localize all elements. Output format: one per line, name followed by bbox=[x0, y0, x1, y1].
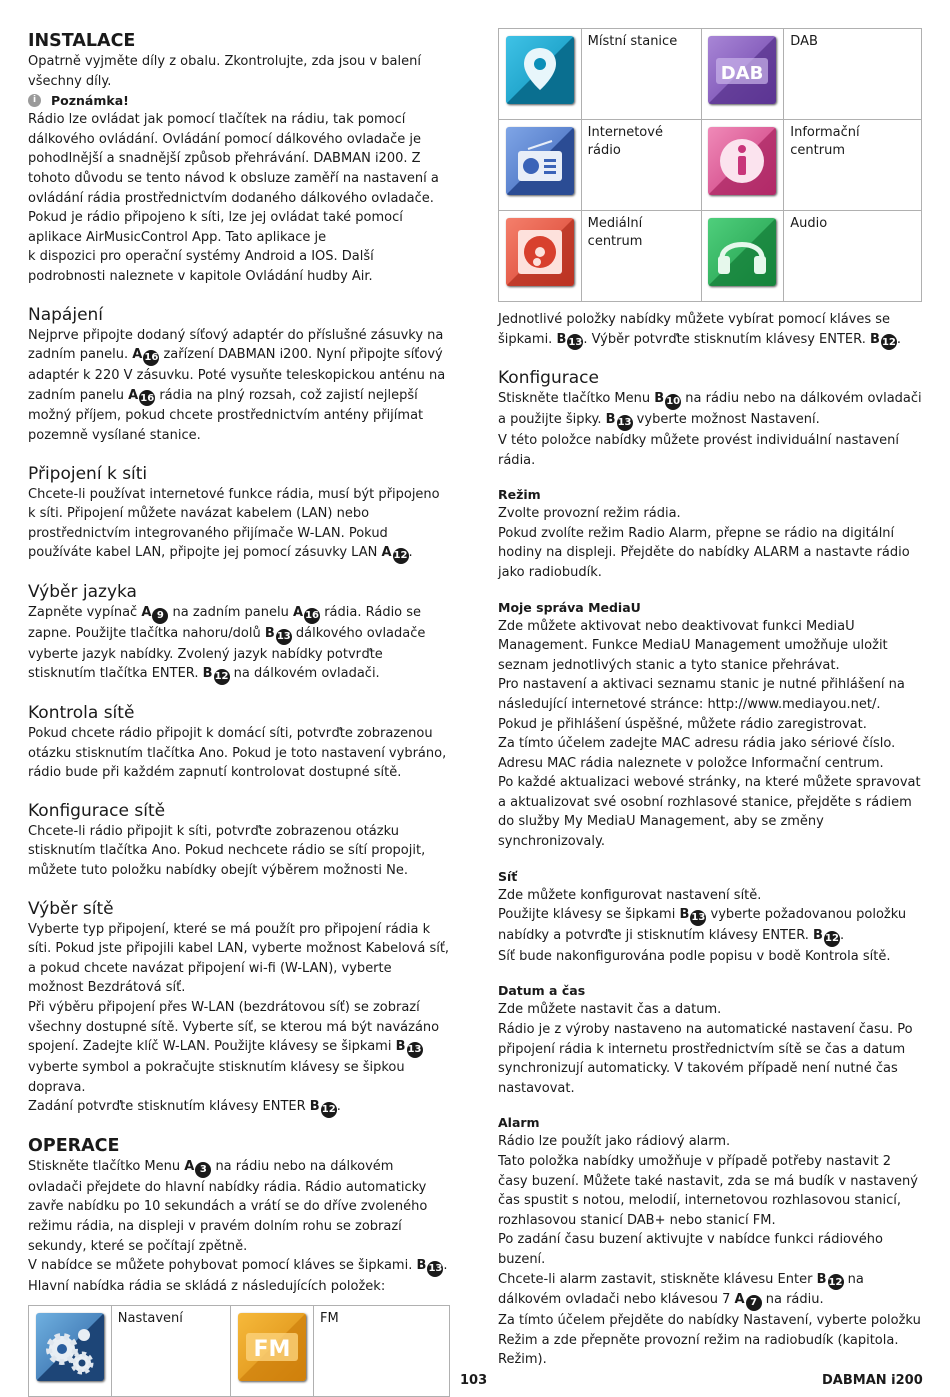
menu-icon-cell bbox=[701, 120, 784, 211]
section-title-konfigurace-site: Konfigurace sítě bbox=[28, 800, 166, 821]
ref-badge: 13 bbox=[427, 1261, 443, 1277]
main-menu-table-right bbox=[498, 28, 922, 302]
alarm-paragraph: Rádio lze použít jako rádiový alarm. bbox=[498, 1134, 731, 1150]
section-title-jazyk: Výběr jazyka bbox=[28, 582, 137, 603]
dab-icon-label: DAB bbox=[721, 63, 764, 84]
fm-icon-label: FM bbox=[253, 1336, 291, 1362]
menu-item-label: Audio bbox=[784, 211, 922, 302]
sit-paragraph: Zde můžete konfigurovat nastavení sítě. bbox=[498, 887, 762, 903]
rezim-paragraph: Zvolte provozní režim rádia. bbox=[498, 506, 681, 522]
subsection-title-alarm: Alarm bbox=[498, 1115, 540, 1131]
menu-icon-cell bbox=[499, 29, 582, 120]
mediau-paragraph: Zde můžete aktivovat nebo deaktivovat funkci MediaU Management. Funkce MediaU Management umožňuje uložit seznam jednotlivých stanic a tyto stanice přehrávat. bbox=[498, 618, 888, 673]
jazyk-paragraph: Zapněte vypínač A 9 na zadním panelu A 16 rádia. Rádio se zapne. Použijte tlačítka nahoru/dolů B 13 dálkového ovladače vyberte jazyk nabídky. Zvolený jazyk nabídky potvrďte stisknutím tlačítka ENTER. B 12 na dálkovém ovladači. bbox=[28, 603, 450, 685]
note-label: Poznámka! bbox=[51, 93, 129, 109]
rezim-paragraph: Pokud zvolíte režim Radio Alarm, přepne se rádio na digitální hodiny na displeji. Přejděte do nabídky ALARM a nastavte rádio jako radiobudík. bbox=[498, 525, 910, 580]
menu-item-label: Nastavení bbox=[111, 1305, 230, 1396]
info-icon: i bbox=[28, 94, 41, 107]
instalace-paragraph: k dispozici pro operační systémy Android a IOS. Další podrobnosti naleznete v kapitole Ovládání hudby Air. bbox=[28, 249, 374, 284]
menu-item-label: Místní stanice bbox=[581, 29, 701, 120]
ref-badge: 16 bbox=[304, 608, 320, 624]
vyber-site-paragraph: Vyberte typ připojení, které se má použít pro připojení rádia k síti. Pokud jste připojili kabel LAN, vyberte možnost Kabelová síť, a pokud chcete navázat připojení wi-fi (W-LAN), vyberte možnost Bezdrátová síť. bbox=[28, 921, 450, 996]
section-title-vyber-site: Výběr sítě bbox=[28, 898, 114, 919]
info-center-icon bbox=[708, 127, 776, 195]
kontrola-paragraph: Pokud chcete rádio připojit k domácí síti, potvrďte zobrazenou otázku stisknutím tlačítka Ano. Pokud je toto nastavení vybráno, rádio bude při každém zapnutí kontrolovat dostupné sítě. bbox=[28, 726, 447, 781]
subsection-title-rezim: Režim bbox=[498, 487, 541, 503]
ref-badge: 16 bbox=[143, 350, 159, 366]
section-title-instalace: INSTALACE bbox=[28, 31, 136, 51]
instalace-paragraph: Pokud je rádio připojeno k síti, lze jej ovládat také pomocí aplikace AirMusicControl App. Tato aplikace je bbox=[28, 210, 403, 245]
ref-badge: 13 bbox=[617, 415, 633, 431]
right-column bbox=[498, 28, 922, 1370]
section-title-napajeni: Napájení bbox=[28, 304, 104, 325]
media-center-icon bbox=[506, 218, 574, 286]
datum-paragraph: Zde můžete nastavit čas a datum. bbox=[498, 1002, 722, 1018]
datum-paragraph: Rádio je z výroby nastaveno na automatické nastavení času. Po připojení rádia k internetu prostřednictvím sítě se čas a datum synchronizují automaticky. V takovém případě není nutné čas nastavovat. bbox=[498, 1022, 913, 1096]
konfigurace-paragraph: V této položce nabídky můžete provést individuální nastavení rádia. bbox=[498, 432, 899, 468]
konfigurace-paragraph: Stiskněte tlačítko Menu B 10 na rádiu nebo na dálkovém ovladači a použijte šipky. B 13 vyberte možnost Nastavení. bbox=[498, 389, 922, 431]
subsection-title-mediau: Moje správa MediaU bbox=[498, 599, 641, 615]
alarm-paragraph: Za tímto účelem přejděte do nabídky Nastavení, vyberte položku Režim a zde přepněte provozní režim na radiobudík (kapitola. Režim). bbox=[498, 1313, 921, 1368]
ref-badge: 13 bbox=[690, 910, 706, 926]
vyber-site-paragraph: Zadání potvrďte stisknutím klávesy ENTER B 12. bbox=[28, 1097, 450, 1118]
ref-badge: 12 bbox=[393, 548, 409, 564]
settings-icon bbox=[36, 1313, 104, 1381]
operace-paragraph: Stiskněte tlačítko Menu A 3 na rádiu nebo na dálkovém ovladači přejdete do hlavní nabídky rádia. Rádio automaticky zavře nabídku po 10 sekundách a vrátí se do dříve zvoleného režimu rádia, na displeji v pravém dolním rohu se zobrazí sekundy, které se počítají zpětně. bbox=[28, 1158, 428, 1254]
section-title-kontrola: Kontrola sítě bbox=[28, 703, 135, 724]
note-heading bbox=[28, 91, 450, 110]
napajeni-paragraph: Nejprve připojte dodaný síťový adaptér do příslušné zásuvky na zadním panelu. A 16 zařízení DABMAN i200. Nyní připojte síťový adaptér k 220 V zásuvku. Poté vysuňte teleskopickou anténu na zadním panelu A 16 rádia na plný rozsah, což zajistí nejlepší možný příjem, pokud chcete prostřednictvím antény přijímat pozemně vysílané stanice. bbox=[28, 327, 446, 443]
menu-item-label: Internetové rádio bbox=[581, 120, 701, 211]
headphones-icon bbox=[708, 218, 776, 286]
section-title-pripojeni: Připojení k síti bbox=[28, 463, 148, 484]
menu-icon-cell bbox=[499, 120, 582, 211]
section-title-konfigurace: Konfigurace bbox=[498, 368, 599, 389]
fm-icon bbox=[238, 1313, 306, 1381]
ref-badge: 9 bbox=[152, 608, 168, 624]
mediau-paragraph: Pro nastavení a aktivaci seznamu stanic je nutné přihlášení na následující internetové stránce: http://www.mediayou.net/. bbox=[498, 677, 905, 712]
subsection-title-sit: Síť bbox=[498, 868, 518, 884]
ref-badge: 13 bbox=[276, 629, 292, 645]
konfigurace-site-paragraph: Chcete-li rádio připojit k síti, potvrďte zobrazenou otázku stisknutím tlačítka Ano. Pokud nechcete rádio se sítí propojit, můžete tuto položku nabídky obejít výběrem možnosti Ne. bbox=[28, 823, 426, 879]
ref-badge: 10 bbox=[665, 394, 681, 410]
ref-badge: 7 bbox=[746, 1295, 762, 1311]
sit-paragraph: Síť bude nakonfigurována podle popisu v bodě Kontrola sítě. bbox=[498, 948, 891, 964]
section-title-operace: OPERACE bbox=[28, 1135, 120, 1156]
location-pin-icon bbox=[506, 36, 574, 104]
ref-badge: 13 bbox=[407, 1042, 423, 1058]
subsection-title-datum: Datum a čas bbox=[498, 983, 586, 999]
menu-icon-cell bbox=[701, 211, 784, 302]
vyber-site-paragraph: Při výběru připojení přes W-LAN (bezdrátovou síť) se zobrazí všechny dostupné sítě. Vyberte síť, se kterou má být navázáno spojení. Zadejte klíč W-LAN. Použijte klávesy se šipkami B 13 vyberte symbol a pokračujte stisknutím klávesy se šipkou doprava. bbox=[28, 1000, 440, 1095]
operace-paragraph: Hlavní nabídka rádia se skládá z následujících položek: bbox=[28, 1278, 386, 1294]
mediau-paragraph: Pokud je přihlášení úspěšné, můžete rádio zaregistrovat. bbox=[498, 716, 867, 732]
menu-item-label: Mediální centrum bbox=[581, 211, 701, 302]
operace-paragraph: V nabídce se můžete pohybovat pomocí kláves se šipkami. B 13. bbox=[28, 1256, 450, 1277]
product-name: DABMAN i200 bbox=[822, 1373, 923, 1388]
menu-icon-cell bbox=[499, 211, 582, 302]
page-number: 103 bbox=[460, 1373, 488, 1388]
ref-badge: 12 bbox=[881, 334, 897, 350]
ref-badge: 12 bbox=[321, 1102, 337, 1118]
ref-badge: 16 bbox=[139, 390, 155, 406]
alarm-paragraph: Chcete-li alarm zastavit, stiskněte klávesu Enter B 12 na dálkovém ovladači nebo klávesou 7 A 7 na rádiu. bbox=[498, 1270, 922, 1312]
menu-icon-cell bbox=[29, 1305, 112, 1396]
menu-icon-cell bbox=[701, 29, 784, 120]
ref-badge: 13 bbox=[567, 334, 583, 350]
instalace-paragraph: Opatrně vyjměte díly z obalu. Zkontrolujte, zda jsou v balení všechny díly. bbox=[28, 54, 421, 89]
mediau-paragraph: Za tímto účelem zadejte MAC adresu rádia jako sériové číslo. Adresu MAC rádia naleznete v položce Informační centrum. bbox=[498, 736, 896, 771]
alarm-paragraph: Po zadání času buzení aktivujte v nabídce funkci rádiového buzení. bbox=[498, 1232, 883, 1267]
menu-item-label: DAB bbox=[784, 29, 922, 120]
left-column bbox=[28, 30, 450, 1397]
pripojeni-paragraph: Chcete-li používat internetové funkce rádia, musí být připojeno k síti. Připojení můžete navázat kabelem (LAN) nebo prostřednictvím integrovaného přijímače W-LAN. Pokud používáte kabel LAN, připojte jej pomocí zásuvky LAN A 12. bbox=[28, 485, 450, 565]
dab-icon bbox=[708, 36, 776, 104]
ref-badge: 12 bbox=[214, 669, 230, 685]
main-menu-table-left bbox=[28, 1305, 450, 1397]
instalace-paragraph: Rádio lze ovládat jak pomocí tlačítek na rádiu, tak pomocí dálkového ovládání. Ovládání pomocí dálkového ovladače je pohodlnější a snadnější způsob přehrávání. DABMAN i200. Z tohoto důvodu se tento návod k obsluze zaměří na nastavení a ovládání rádia prostřednictvím dodaného dálkového ovladače. bbox=[28, 112, 439, 206]
sit-paragraph: Použijte klávesy se šipkami B 13 vyberte požadovanou položku nabídky a potvrďte ji stisknutím klávesy ENTER. B 12. bbox=[498, 905, 922, 947]
ref-badge: 12 bbox=[828, 1274, 844, 1290]
menu-icon-cell bbox=[231, 1305, 314, 1396]
radio-icon bbox=[506, 127, 574, 195]
ref-badge: 3 bbox=[195, 1162, 211, 1178]
menu-item-label: FM bbox=[314, 1305, 450, 1396]
alarm-paragraph: Tato položka nabídky umožňuje v případě potřeby nastavit 2 časy buzení. Můžete také nastavit, zda se má budík v nastavený čas spustit s notou, melodií, internetovou rozhlasovou stanicí, rozhlasovou stanicí DAB+ nebo stanicí FM. bbox=[498, 1154, 918, 1228]
intro-paragraph: Jednotlivé položky nabídky můžete vybírat pomocí kláves se šipkami. B 13. Výběr potvrďte stisknutím klávesy ENTER. B 12. bbox=[498, 310, 922, 350]
menu-item-label: Informační centrum bbox=[784, 120, 922, 211]
mediau-paragraph: Po každé aktualizaci webové stránky, na které můžete spravovat a aktualizovat své osobní rozhlasové stanice, přejděte s rádiem do služby My MediaU Management, aby se změny synchronizovaly. bbox=[498, 775, 921, 850]
ref-badge: 12 bbox=[824, 931, 840, 947]
